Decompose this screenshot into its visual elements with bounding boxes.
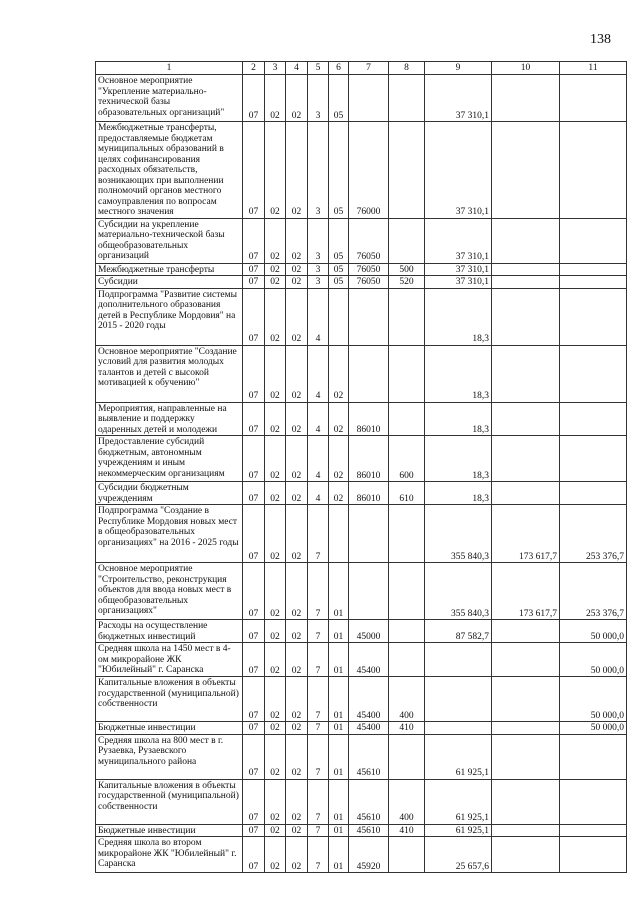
row-name-cell: Средняя школа на 800 мест в г. Рузаевка, Рузаевского муниципального района (96, 734, 243, 779)
cell-col-4: 02 (286, 288, 308, 345)
cell-col-7: 86010 (349, 402, 389, 436)
cell-col-8 (389, 288, 425, 345)
cell-col-10 (492, 288, 560, 345)
table-row (96, 620, 627, 643)
cell-col-4: 02 (286, 677, 308, 722)
cell-col-5: 4 (308, 402, 329, 436)
cell-col-2: 07 (243, 345, 265, 402)
cell-col-2: 07 (243, 276, 265, 289)
header-cell: 4 (286, 62, 308, 75)
cell-col-8: 410 (389, 722, 425, 735)
cell-col-8 (389, 643, 425, 677)
cell-col-3: 02 (265, 276, 286, 289)
cell-col-8: 400 (389, 779, 425, 824)
cell-col-2: 07 (243, 75, 265, 122)
cell-col-5: 7 (308, 734, 329, 779)
cell-col-6 (329, 288, 349, 345)
cell-col-6: 01 (329, 824, 349, 837)
cell-col-11 (560, 482, 627, 505)
cell-col-11: 253 376,7 (560, 563, 627, 620)
cell-col-4: 02 (286, 276, 308, 289)
cell-col-11 (560, 734, 627, 779)
table-row (96, 779, 627, 824)
cell-col-2: 07 (243, 505, 265, 563)
cell-col-9: 18,3 (425, 482, 492, 505)
cell-col-6: 05 (329, 218, 349, 263)
cell-col-6 (329, 505, 349, 563)
cell-col-6: 02 (329, 482, 349, 505)
cell-col-5: 3 (308, 122, 329, 219)
cell-col-10 (492, 436, 560, 482)
cell-col-7: 45400 (349, 722, 389, 735)
cell-col-3: 02 (265, 402, 286, 436)
cell-col-3: 02 (265, 122, 286, 219)
cell-col-2: 07 (243, 734, 265, 779)
cell-col-7: 45610 (349, 734, 389, 779)
cell-col-2: 07 (243, 402, 265, 436)
cell-col-11 (560, 288, 627, 345)
header-cell: 3 (265, 62, 286, 75)
cell-col-10: 173 617,7 (492, 563, 560, 620)
cell-col-3: 02 (265, 436, 286, 482)
cell-col-11 (560, 436, 627, 482)
cell-col-5: 7 (308, 837, 329, 873)
cell-col-7 (349, 505, 389, 563)
cell-col-10 (492, 620, 560, 643)
cell-col-10 (492, 75, 560, 122)
cell-col-10 (492, 643, 560, 677)
cell-col-6: 02 (329, 436, 349, 482)
cell-col-9: 18,3 (425, 402, 492, 436)
cell-col-8 (389, 218, 425, 263)
cell-col-5: 3 (308, 218, 329, 263)
cell-col-7: 76000 (349, 122, 389, 219)
cell-col-5: 7 (308, 779, 329, 824)
row-name-cell: Основное мероприятие "Укрепление материально-технической базы образовательных организаций" (96, 75, 243, 122)
cell-col-7: 45610 (349, 824, 389, 837)
cell-col-2: 07 (243, 824, 265, 837)
cell-col-6: 02 (329, 345, 349, 402)
page-number: 138 (590, 32, 611, 47)
cell-col-8 (389, 505, 425, 563)
table-row (96, 75, 627, 122)
header-cell: 7 (349, 62, 389, 75)
cell-col-9: 37 310,1 (425, 263, 492, 276)
table-row (96, 263, 627, 276)
cell-col-7 (349, 288, 389, 345)
cell-col-9: 87 582,7 (425, 620, 492, 643)
table-row (96, 563, 627, 620)
cell-col-6: 01 (329, 620, 349, 643)
cell-col-9: 37 310,1 (425, 218, 492, 263)
cell-col-10 (492, 276, 560, 289)
cell-col-2: 07 (243, 263, 265, 276)
cell-col-4: 02 (286, 402, 308, 436)
cell-col-7: 76050 (349, 276, 389, 289)
table-row (96, 505, 627, 563)
row-name-cell: Межбюджетные трансферты (96, 263, 243, 276)
table-row (96, 824, 627, 837)
cell-col-4: 02 (286, 734, 308, 779)
cell-col-2: 07 (243, 218, 265, 263)
cell-col-9: 61 925,1 (425, 824, 492, 837)
cell-col-3: 02 (265, 75, 286, 122)
row-name-cell: Капитальные вложения в объекты государственной (муниципальной) собственности (96, 779, 243, 824)
header-cell: 9 (425, 62, 492, 75)
row-name-cell: Мероприятия, направленные на выявление и поддержку одаренных детей и молодежи (96, 402, 243, 436)
cell-col-10 (492, 779, 560, 824)
cell-col-11 (560, 837, 627, 873)
cell-col-4: 02 (286, 345, 308, 402)
cell-col-10: 173 617,7 (492, 505, 560, 563)
cell-col-3: 02 (265, 263, 286, 276)
cell-col-5: 7 (308, 620, 329, 643)
cell-col-9: 355 840,3 (425, 505, 492, 563)
cell-col-9: 355 840,3 (425, 563, 492, 620)
cell-col-11: 50 000,0 (560, 620, 627, 643)
cell-col-6: 01 (329, 722, 349, 735)
cell-col-11 (560, 75, 627, 122)
cell-col-6: 05 (329, 276, 349, 289)
row-name-cell: Подпрограмма "Создание в Республике Мордовия новых мест в общеобразовательных организациях" на 2016 - 2025 годы (96, 505, 243, 563)
cell-col-10 (492, 722, 560, 735)
cell-col-3: 02 (265, 218, 286, 263)
cell-col-2: 07 (243, 436, 265, 482)
cell-col-8: 410 (389, 824, 425, 837)
cell-col-9: 37 310,1 (425, 75, 492, 122)
row-name-cell: Средняя школа на 1450 мест в 4-ом микрорайоне ЖК "Юбилейный" г. Саранска (96, 643, 243, 677)
cell-col-6: 01 (329, 643, 349, 677)
cell-col-10 (492, 218, 560, 263)
cell-col-5: 4 (308, 288, 329, 345)
cell-col-6: 05 (329, 122, 349, 219)
row-name-cell: Межбюджетные трансферты, предоставляемые бюджетам муниципальных образований в целях софинансирования расходных обязательств, возникающих при выполнении полномочий органов местного самоуправления по вопросам местного значения (96, 122, 243, 219)
cell-col-3: 02 (265, 824, 286, 837)
header-cell: 5 (308, 62, 329, 75)
cell-col-10 (492, 837, 560, 873)
cell-col-2: 07 (243, 122, 265, 219)
table-row (96, 722, 627, 735)
cell-col-2: 07 (243, 677, 265, 722)
cell-col-6: 05 (329, 263, 349, 276)
row-name-cell: Субсидии (96, 276, 243, 289)
header-cell: 8 (389, 62, 425, 75)
cell-col-5: 7 (308, 722, 329, 735)
header-cell: 6 (329, 62, 349, 75)
cell-col-3: 02 (265, 643, 286, 677)
cell-col-5: 7 (308, 505, 329, 563)
cell-col-5: 7 (308, 824, 329, 837)
cell-col-9 (425, 643, 492, 677)
cell-col-4: 02 (286, 722, 308, 735)
cell-col-11 (560, 345, 627, 402)
cell-col-8: 610 (389, 482, 425, 505)
cell-col-10 (492, 734, 560, 779)
cell-col-9 (425, 722, 492, 735)
row-name-cell: Расходы на осуществление бюджетных инвестиций (96, 620, 243, 643)
cell-col-7 (349, 563, 389, 620)
cell-col-4: 02 (286, 122, 308, 219)
cell-col-8 (389, 75, 425, 122)
cell-col-9: 18,3 (425, 288, 492, 345)
row-name-cell: Капитальные вложения в объекты государственной (муниципальной) собственности (96, 677, 243, 722)
cell-col-11 (560, 276, 627, 289)
cell-col-11 (560, 122, 627, 219)
cell-col-2: 07 (243, 779, 265, 824)
table-row (96, 734, 627, 779)
cell-col-6: 01 (329, 563, 349, 620)
cell-col-4: 02 (286, 263, 308, 276)
cell-col-7: 45400 (349, 643, 389, 677)
cell-col-2: 07 (243, 482, 265, 505)
cell-col-9: 18,3 (425, 345, 492, 402)
cell-col-7: 76050 (349, 263, 389, 276)
cell-col-2: 07 (243, 620, 265, 643)
cell-col-11 (560, 263, 627, 276)
cell-col-10 (492, 824, 560, 837)
cell-col-4: 02 (286, 436, 308, 482)
cell-col-7: 45610 (349, 779, 389, 824)
cell-col-8 (389, 620, 425, 643)
cell-col-4: 02 (286, 779, 308, 824)
cell-col-10 (492, 263, 560, 276)
table-row (96, 345, 627, 402)
row-name-cell: Средняя школа во втором микрорайоне ЖК "Юбилейный" г. Саранска (96, 837, 243, 873)
cell-col-3: 02 (265, 345, 286, 402)
table-row (96, 218, 627, 263)
cell-col-7: 76050 (349, 218, 389, 263)
cell-col-5: 3 (308, 263, 329, 276)
cell-col-11: 50 000,0 (560, 643, 627, 677)
cell-col-7: 45000 (349, 620, 389, 643)
row-name-cell: Бюджетные инвестиции (96, 722, 243, 735)
cell-col-2: 07 (243, 722, 265, 735)
header-row (96, 62, 627, 75)
cell-col-4: 02 (286, 218, 308, 263)
cell-col-4: 02 (286, 505, 308, 563)
cell-col-6: 01 (329, 734, 349, 779)
cell-col-5: 4 (308, 436, 329, 482)
row-name-cell: Основное мероприятие "Создание условий для развития молодых талантов и детей с высокой мотивацией к обучению" (96, 345, 243, 402)
cell-col-6: 01 (329, 779, 349, 824)
cell-col-9: 37 310,1 (425, 276, 492, 289)
cell-col-10 (492, 122, 560, 219)
cell-col-7: 45920 (349, 837, 389, 873)
cell-col-7: 86010 (349, 482, 389, 505)
cell-col-4: 02 (286, 75, 308, 122)
header-cell: 10 (492, 62, 560, 75)
cell-col-6: 02 (329, 402, 349, 436)
cell-col-7 (349, 75, 389, 122)
table-row (96, 402, 627, 436)
cell-col-7: 86010 (349, 436, 389, 482)
cell-col-7 (349, 345, 389, 402)
row-name-cell: Субсидии на укрепление материально-технической базы общеобразовательных организаций (96, 218, 243, 263)
cell-col-8 (389, 837, 425, 873)
cell-col-10 (492, 345, 560, 402)
cell-col-5: 7 (308, 677, 329, 722)
cell-col-3: 02 (265, 677, 286, 722)
cell-col-5: 7 (308, 643, 329, 677)
cell-col-3: 02 (265, 779, 286, 824)
cell-col-10 (492, 482, 560, 505)
cell-col-8: 400 (389, 677, 425, 722)
cell-col-7: 45400 (349, 677, 389, 722)
budget-table (95, 61, 627, 873)
cell-col-4: 02 (286, 643, 308, 677)
table-row (96, 276, 627, 289)
cell-col-11 (560, 779, 627, 824)
cell-col-8: 500 (389, 263, 425, 276)
cell-col-3: 02 (265, 734, 286, 779)
cell-col-3: 02 (265, 505, 286, 563)
cell-col-10 (492, 677, 560, 722)
cell-col-3: 02 (265, 563, 286, 620)
cell-col-3: 02 (265, 722, 286, 735)
cell-col-4: 02 (286, 837, 308, 873)
cell-col-8 (389, 122, 425, 219)
table-row (96, 837, 627, 873)
header-cell: 11 (560, 62, 627, 75)
cell-col-3: 02 (265, 837, 286, 873)
row-name-cell: Бюджетные инвестиции (96, 824, 243, 837)
cell-col-2: 07 (243, 643, 265, 677)
cell-col-5: 7 (308, 563, 329, 620)
cell-col-11: 50 000,0 (560, 722, 627, 735)
cell-col-8 (389, 345, 425, 402)
cell-col-9 (425, 677, 492, 722)
cell-col-6: 01 (329, 837, 349, 873)
row-name-cell: Субсидии бюджетным учреждениям (96, 482, 243, 505)
cell-col-5: 4 (308, 482, 329, 505)
table-row (96, 288, 627, 345)
cell-col-4: 02 (286, 482, 308, 505)
cell-col-8 (389, 563, 425, 620)
cell-col-8 (389, 402, 425, 436)
table-row (96, 122, 627, 219)
cell-col-8 (389, 734, 425, 779)
cell-col-5: 3 (308, 276, 329, 289)
table-row (96, 436, 627, 482)
row-name-cell: Предоставление субсидий бюджетным, автономным учреждениям и иным некоммерческим организациям (96, 436, 243, 482)
cell-col-4: 02 (286, 824, 308, 837)
cell-col-4: 02 (286, 563, 308, 620)
cell-col-6: 05 (329, 75, 349, 122)
cell-col-8: 600 (389, 436, 425, 482)
cell-col-3: 02 (265, 288, 286, 345)
header-cell: 2 (243, 62, 265, 75)
cell-col-11: 253 376,7 (560, 505, 627, 563)
cell-col-9: 61 925,1 (425, 779, 492, 824)
cell-col-11: 50 000,0 (560, 677, 627, 722)
cell-col-11 (560, 218, 627, 263)
cell-col-5: 3 (308, 75, 329, 122)
cell-col-4: 02 (286, 620, 308, 643)
cell-col-9: 25 657,6 (425, 837, 492, 873)
row-name-cell: Подпрограмма "Развитие системы дополнительного образования детей в Республике Мордовия" на 2015 - 2020 годы (96, 288, 243, 345)
cell-col-3: 02 (265, 620, 286, 643)
cell-col-6: 01 (329, 677, 349, 722)
cell-col-9: 61 925,1 (425, 734, 492, 779)
row-name-cell: Основное мероприятие "Строительство, реконструкция объектов для ввода новых мест в общеобразовательных организациях" (96, 563, 243, 620)
cell-col-2: 07 (243, 563, 265, 620)
table-row (96, 482, 627, 505)
cell-col-3: 02 (265, 482, 286, 505)
table-row (96, 677, 627, 722)
cell-col-5: 4 (308, 345, 329, 402)
cell-col-8: 520 (389, 276, 425, 289)
cell-col-11 (560, 402, 627, 436)
cell-col-9: 37 310,1 (425, 122, 492, 219)
cell-col-11 (560, 824, 627, 837)
cell-col-9: 18,3 (425, 436, 492, 482)
cell-col-10 (492, 402, 560, 436)
cell-col-2: 07 (243, 837, 265, 873)
cell-col-2: 07 (243, 288, 265, 345)
header-cell: 1 (96, 62, 243, 75)
table-row (96, 643, 627, 677)
